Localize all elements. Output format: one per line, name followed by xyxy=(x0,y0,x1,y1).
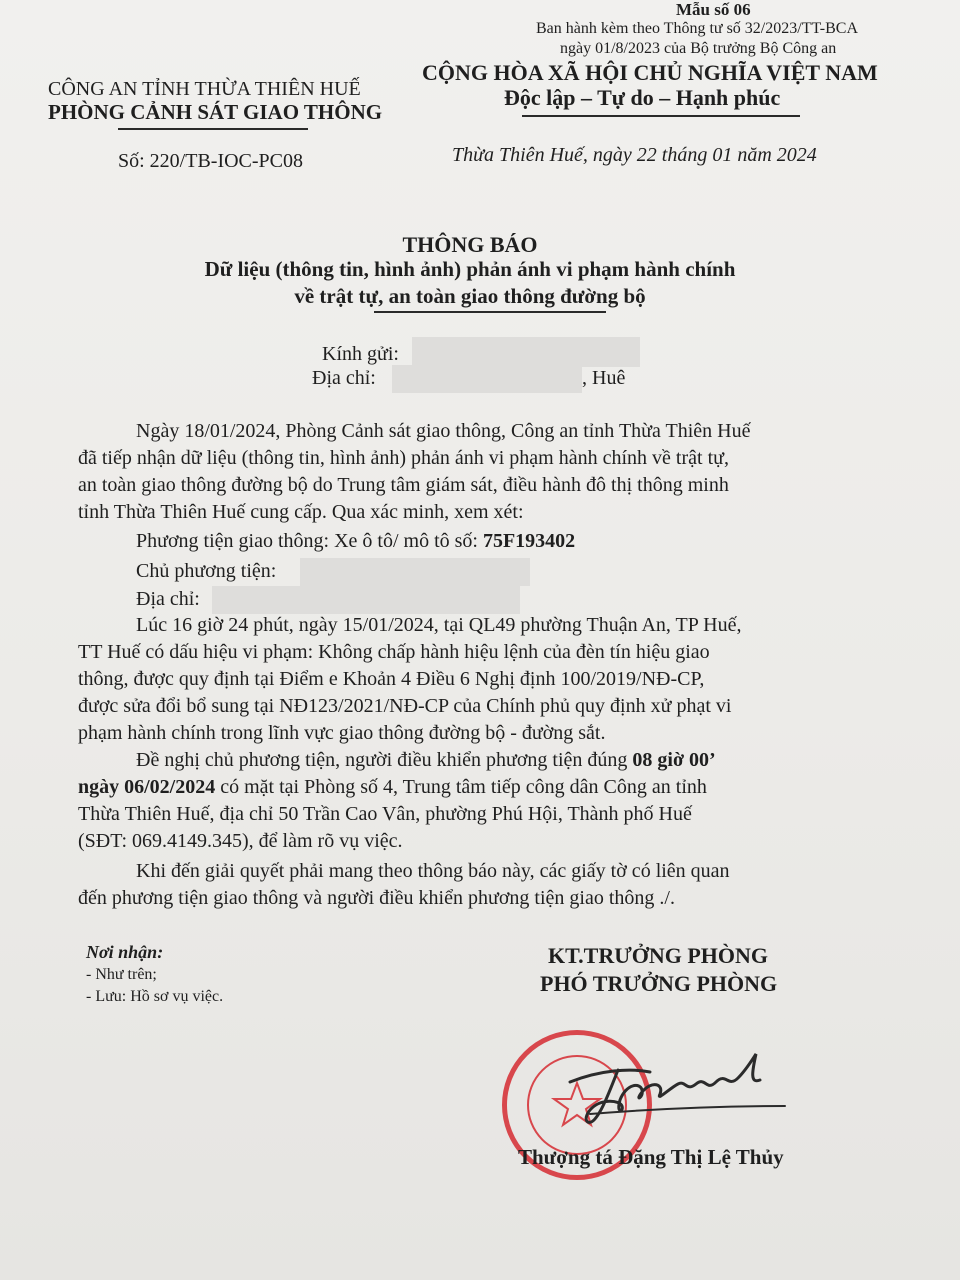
handwritten-signature xyxy=(560,1040,810,1130)
recipients-label: Nơi nhận: xyxy=(86,942,164,962)
owner-address-label: Địa chỉ: xyxy=(136,588,200,610)
vehicle-label: Phương tiện giao thông: Xe ô tô/ mô tô số: xyxy=(136,530,483,552)
request-text: có mặt tại Phòng số 4, Trung tâm tiếp công dân Công an tỉnh xyxy=(215,776,707,798)
vehicle-line xyxy=(136,530,575,553)
vehicle-plate: 75F193402 xyxy=(482,530,576,552)
document-title: THÔNG BÁO xyxy=(402,232,538,257)
redacted-address xyxy=(392,365,582,393)
agency-parent: CÔNG AN TỈNH THỪA THIÊN HUẾ xyxy=(48,78,361,100)
body-line: Thừa Thiên Huế, địa chỉ 50 Trần Cao Vân, phường Phú Hội, Thành phố Huế xyxy=(78,803,692,825)
body-line: Khi đến giải quyết phải mang theo thông báo này, các giấy tờ có liên quan xyxy=(136,860,730,882)
body-line: đến phương tiện giao thông và người điều khiển phương tiện giao thông ./. xyxy=(78,887,675,909)
signer-name: Thượng tá Đặng Thị Lệ Thủy xyxy=(518,1145,784,1169)
nation-title: CỘNG HÒA XÃ HỘI CHỦ NGHĨA VIỆT NAM xyxy=(422,60,878,85)
reference-number: Số: 220/TB-IOC-PC08 xyxy=(118,150,304,172)
document-subtitle-line1: Dữ liệu (thông tin, hình ảnh) phản ánh vi phạm hành chính xyxy=(204,257,736,281)
body-line: phạm hành chính trong lĩnh vực giao thông đường bộ - đường sắt. xyxy=(78,722,606,744)
body-line: được sửa đổi bổ sung tại NĐ123/2021/NĐ-CP của Chính phủ quy định xử phạt vi xyxy=(78,695,732,717)
appointment-time: 08 giờ 00’ xyxy=(632,749,716,771)
redacted-owner-address xyxy=(212,586,520,614)
redacted-recipient xyxy=(412,337,640,367)
agency-underline xyxy=(118,128,308,130)
body-line: Lúc 16 giờ 24 phút, ngày 15/01/2024, tại QL49 phường Thuận An, TP Huế, xyxy=(136,614,742,636)
redacted-owner xyxy=(300,558,530,586)
body-line: thông, được quy định tại Điểm e Khoản 4 Điều 6 Nghị định 100/2019/NĐ-CP, xyxy=(78,668,705,690)
body-line: TT Huế có dấu hiệu vi phạm: Không chấp hành hiệu lệnh của đèn tín hiệu giao xyxy=(78,641,710,663)
recipient-label: Kính gửi: xyxy=(322,343,399,365)
recipients-item: - Lưu: Hồ sơ vụ việc. xyxy=(86,988,224,1005)
signature-title2: PHÓ TRƯỞNG PHÒNG xyxy=(540,971,778,996)
body-line: Ngày 18/01/2024, Phòng Cảnh sát giao thông, Công an tỉnh Thừa Thiên Huế xyxy=(136,420,751,442)
document-subtitle-line2: về trật tự, an toàn giao thông đường bộ xyxy=(294,284,646,308)
body-line: an toàn giao thông đường bộ do Trung tâm giám sát, điều hành đô thị thông minh xyxy=(78,474,729,496)
owner-label: Chủ phương tiện: xyxy=(136,560,277,582)
request-line2 xyxy=(78,776,707,799)
body-line: đã tiếp nhận dữ liệu (thông tin, hình ảnh) phản ánh vi phạm hành chính về trật tự, xyxy=(78,447,729,469)
form-number: Mẫu số 06 xyxy=(676,0,751,19)
agency-name: PHÒNG CẢNH SÁT GIAO THÔNG xyxy=(48,100,383,124)
recipients-item: - Như trên; xyxy=(86,966,157,983)
recipient-address-suffix: , Huê xyxy=(582,367,626,389)
body-line: (SĐT: 069.4149.345), để làm rõ vụ việc. xyxy=(78,830,403,852)
place-date: Thừa Thiên Huế, ngày 22 tháng 01 năm 2024 xyxy=(452,144,817,166)
form-basis-line1: Ban hành kèm theo Thông tư số 32/2023/TT-BCA xyxy=(536,20,858,37)
title-underline xyxy=(374,311,606,313)
body-line: tỉnh Thừa Thiên Huế cung cấp. Qua xác minh, xem xét: xyxy=(78,501,524,523)
motto: Độc lập – Tự do – Hạnh phúc xyxy=(504,85,781,110)
form-basis-line2: ngày 01/8/2023 của Bộ trưởng Bộ Công an xyxy=(560,40,837,57)
recipient-address-label: Địa chỉ: xyxy=(312,367,376,389)
signature-title1: KT.TRƯỞNG PHÒNG xyxy=(548,943,768,968)
motto-underline xyxy=(522,115,800,117)
appointment-date: ngày 06/02/2024 xyxy=(78,776,216,798)
request-text: Đề nghị chủ phương tiện, người điều khiển phương tiện đúng xyxy=(136,749,633,771)
request-line1 xyxy=(136,749,716,772)
